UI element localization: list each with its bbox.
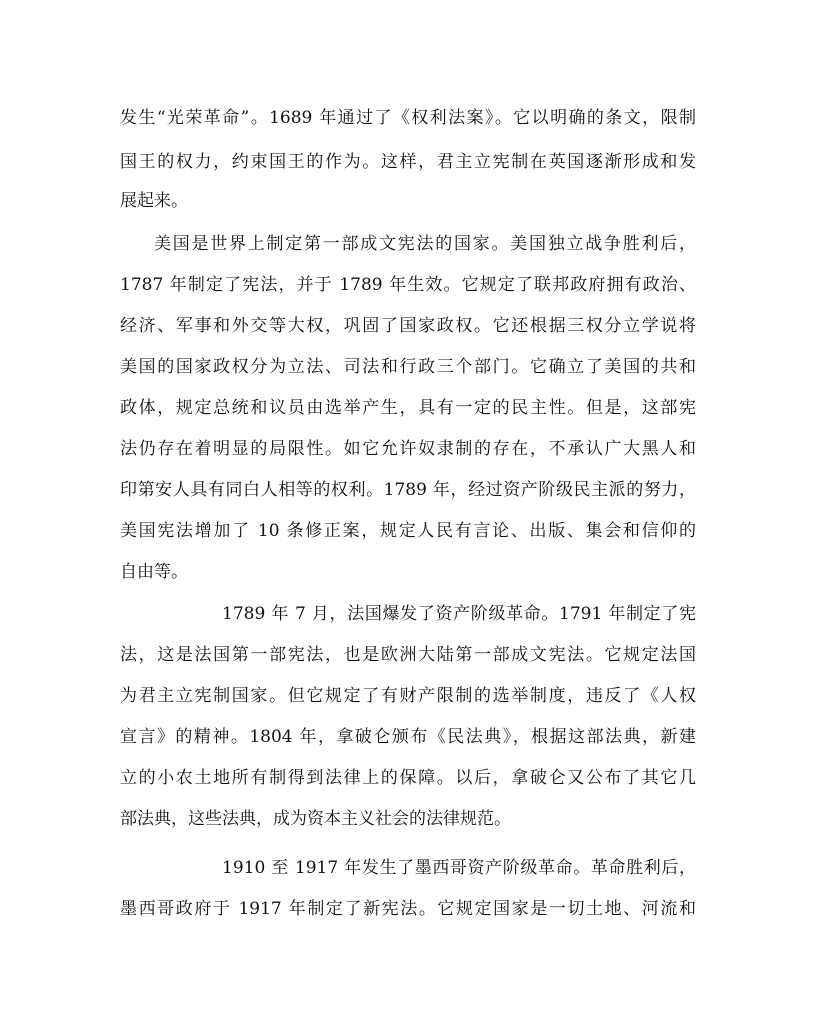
paragraph-1-line-2: 国王的权力，约束国王的作为。这样，君主立宪制在英国逐渐形成和发 bbox=[120, 152, 696, 172]
paragraph-1-line-1: 发生“光荣革命”。1689 年通过了《权利法案》。它以明确的条文，限制 bbox=[120, 108, 696, 128]
paragraph-2-line-1: 美国是世界上制定第一部成文宪法的国家。美国独立战争胜利后， bbox=[154, 234, 696, 254]
paragraph-3-line-5: 立的小农土地所有制得到法律上的保障。以后，拿破仑又公布了其它几 bbox=[120, 768, 696, 788]
paragraph-4-line-2: 墨西哥政府于 1917 年制定了新宪法。它规定国家是一切土地、河流和 bbox=[120, 899, 696, 919]
paragraph-3-line-4: 宣言》的精神。1804 年，拿破仑颁布《民法典》，根据这部法典，新建 bbox=[120, 727, 696, 747]
paragraph-2-line-5: 政体，规定总统和议员由选举产生，具有一定的民主性。但是，这部宪 bbox=[120, 398, 696, 418]
paragraph-2-line-4: 美国的国家政权分为立法、司法和行政三个部门。它确立了美国的共和 bbox=[120, 357, 696, 377]
paragraph-2-line-8: 美国宪法增加了 10 条修正案，规定人民有言论、出版、集会和信仰的 bbox=[120, 521, 696, 541]
paragraph-3-line-3: 为君主立宪制国家。但它规定了有财产限制的选举制度，违反了《人权 bbox=[120, 686, 696, 706]
paragraph-4-line-1: 1910 至 1917 年发生了墨西哥资产阶级革命。革命胜利后， bbox=[222, 858, 696, 878]
paragraph-2-line-9: 自由等。 bbox=[120, 562, 188, 582]
paragraph-1-line-3: 展起来。 bbox=[120, 191, 188, 211]
paragraph-2-line-7: 印第安人具有同白人相等的权利。1789 年，经过资产阶级民主派的努力， bbox=[120, 480, 696, 500]
paragraph-2-line-6: 法仍存在着明显的局限性。如它允许奴隶制的存在，不承认广大黑人和 bbox=[120, 439, 696, 459]
paragraph-3-line-2: 法，这是法国第一部宪法，也是欧洲大陆第一部成文宪法。它规定法国 bbox=[120, 645, 696, 665]
paragraph-2-line-3: 经济、军事和外交等大权，巩固了国家政权。它还根据三权分立学说将 bbox=[120, 316, 696, 336]
paragraph-3-line-6: 部法典，这些法典，成为资本主义社会的法律规范。 bbox=[120, 809, 511, 829]
paragraph-3-line-1: 1789 年 7 月，法国爆发了资产阶级革命。1791 年制定了宪 bbox=[222, 604, 696, 624]
paragraph-2-line-2: 1787 年制定了宪法，并于 1789 年生效。它规定了联邦政府拥有政治、 bbox=[120, 275, 696, 295]
